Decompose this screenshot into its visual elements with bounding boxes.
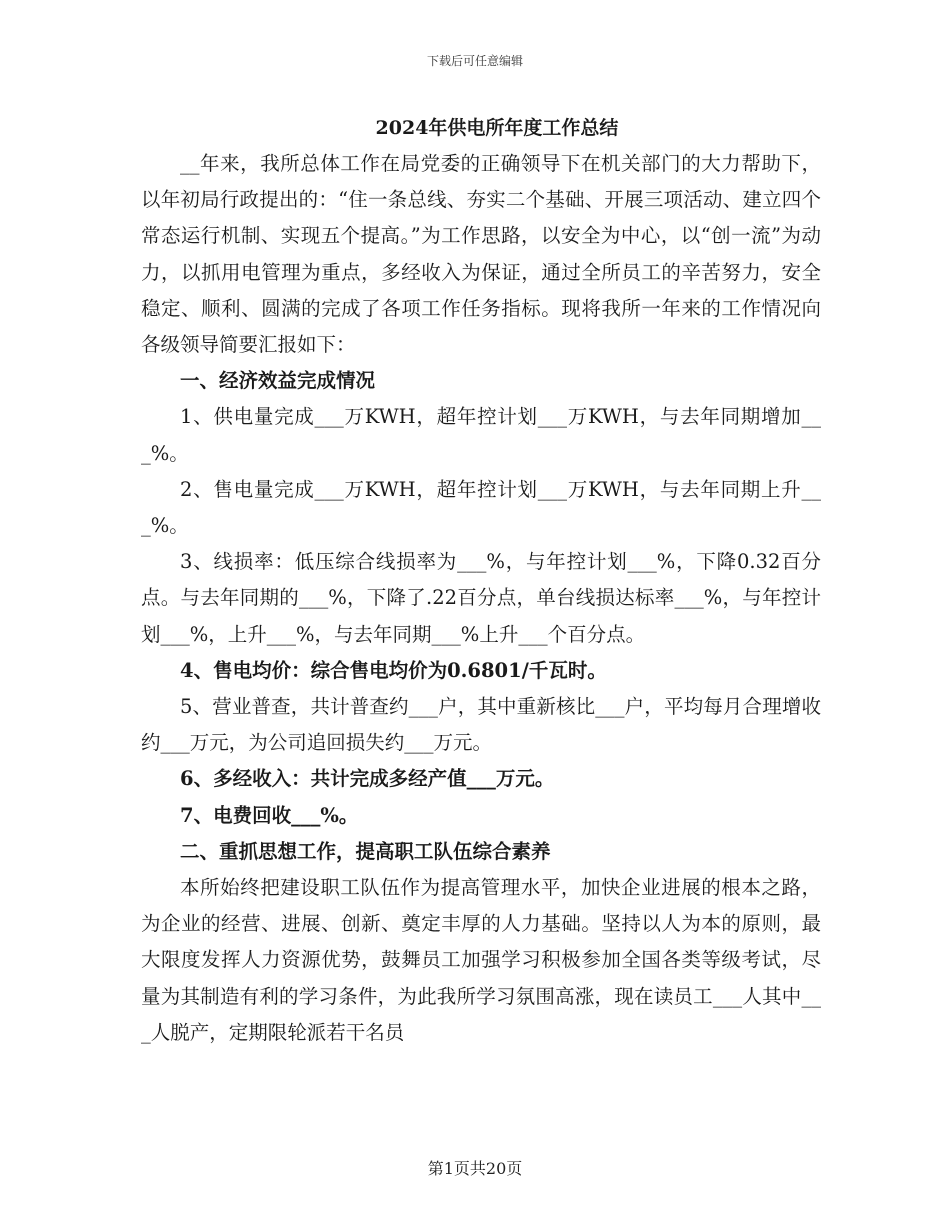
- item-diversified-income: 6、多经收入：共计完成多经产值___万元。: [180, 767, 555, 791]
- section-heading-ideology: 二、重抓思想工作，提高职工队伍综合素养: [180, 839, 551, 863]
- item-average-price: 4、售电均价：综合售电均价为0.6801/千瓦时。: [180, 658, 607, 682]
- page-header-note: 下载后可任意编辑: [426, 54, 523, 68]
- section-heading-economic: 一、经济效益完成情况: [180, 369, 376, 393]
- item-power-supply: 1、供电量完成___万KWH，超年控计划___万KWH，与去年同期增加___%。: [141, 405, 821, 465]
- item-line-loss: 3、线损率：低压综合线损率为___%，与年控计划___%，下降0.32百分点。与去年同期的___%，下降了.22百分点，单台线损达标率___%，与年控计划___%，上升___%，与去年同期___%上升___个百分点。: [141, 550, 821, 646]
- page-number: 第1页共20页: [427, 1159, 523, 1178]
- intro-paragraph: __年来，我所总体工作在局党委的正确领导下在机关部门的大力帮助下，以年初局行政提出的：“住一条总线、夯实二个基础、开展三项活动、建立四个常态运行机制、实现五个提高。”为工作思路，以安全为中心，以“创一流”为动力，以抓用电管理为重点，多经收入为保证，通过全所员工的辛苦努力，安全稳定、顺利、圆满的完成了各项工作任务指标。现将我所一年来的工作情况向各级领导简要汇报如下：: [141, 152, 821, 357]
- item-fee-recovery: 7、电费回收___%。: [180, 803, 359, 827]
- document-title: 2024年供电所年度工作总结: [375, 117, 619, 139]
- document-body: [141, 110, 821, 1051]
- item-business-survey: 5、营业普查，共计普查约___户，其中重新核比___户，平均每月合理增收约___万元，为公司追回损失约___万元。: [141, 695, 821, 755]
- ideology-paragraph: 本所始终把建设职工队伍作为提高管理水平，加快企业进展的根本之路，为企业的经营、进展、创新、奠定丰厚的人力基础。坚持以人为本的原则，最大限度发挥人力资源优势，鼓舞员工加强学习积极参加全国各类等级考试，尽量为其制造有利的学习条件，为此我所学习氛围高涨，现在读员工___人其中___人脱产，定期限轮派若干名员: [141, 876, 821, 1044]
- item-power-sales: 2、售电量完成___万KWH，超年控计划___万KWH，与去年同期上升___%。: [141, 477, 821, 538]
